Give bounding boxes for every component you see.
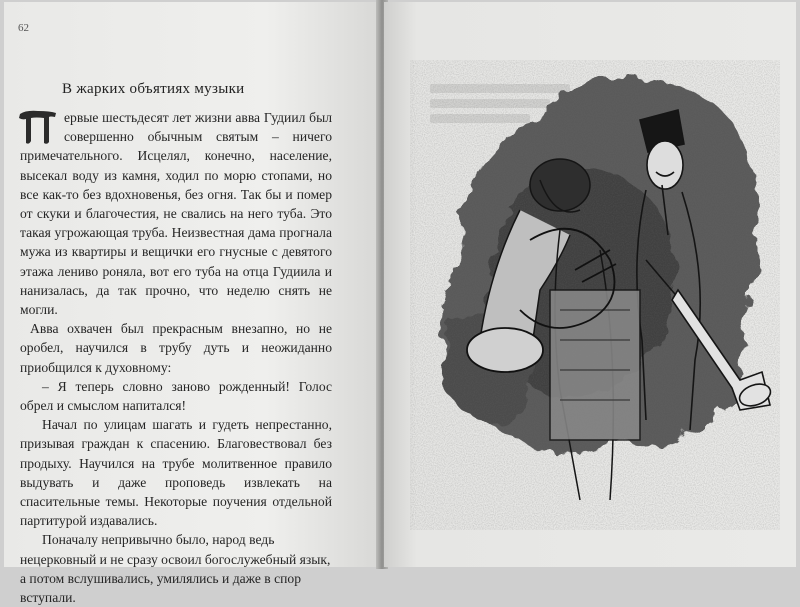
paragraph-1-text: ервые шестьдесят лет жизни авва Гудиил был совершенно обычным святым – ничего примечательного. Исцелял, конечно, население, высекал воду из камня, ходил по морю стопами, но все как-то без вдохновенья, без огня. Так бы и помер от скуки и благочестия, не свались на него туба. Это такая угрожающая труба. Неизвестная дама прогнала мужа из квартиры и вещички его гнусные с девятого этажа лениво роняла, вот его туба на отца Гудиила и нанизалась, да так прочно, что неделю снять не могли. (20, 110, 332, 318)
paragraph-2: Авва охвачен был прекрасным внезапно, но не оробел, научился в трубу дуть и неожиданно приобщился к духовному: (20, 321, 332, 375)
drop-cap (16, 108, 60, 146)
page-number: 62 (18, 22, 29, 34)
musicians-illustration (410, 60, 780, 530)
paragraph-4: Начал по улицам шагать и гудеть непрестанно, призывая граждан к спасению. Благовествовал без продыху. Научился на трубе молитвенное правило выдувать и даже проповедь извлекать на спасительные темы. Некоторые поучения отдельной партитурой издавались. (20, 417, 332, 529)
body-text (20, 108, 332, 607)
paragraph-5: Поначалу непривычно было, народ ведь нецерковный и не сразу освоил богослужебный язык, а потом вслушивались, умилялись и даже в спор вступали. (20, 532, 331, 606)
chapter-title: В жарких объятиях музыки (62, 81, 245, 97)
paragraph-3: – Я теперь словно заново рожденный! Голос обрел и смыслом напитался! (20, 378, 332, 414)
paragraph-1 (20, 108, 332, 319)
